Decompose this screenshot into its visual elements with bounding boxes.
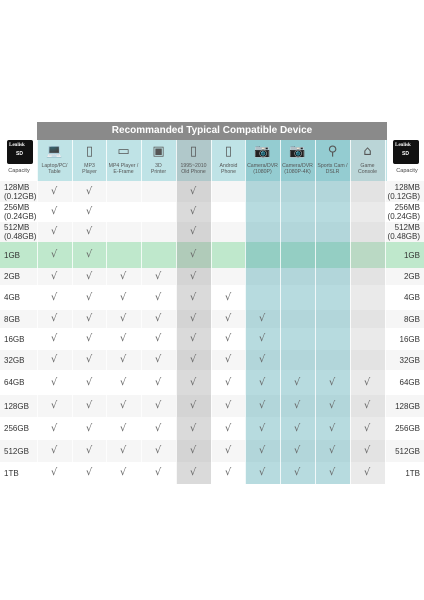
capacity-left <box>4 335 24 344</box>
check-mark: √ <box>224 400 232 411</box>
capacity-value: 1TB <box>405 468 420 478</box>
capacity-right <box>404 272 420 281</box>
check-mark: √ <box>189 422 197 434</box>
check-mark: √ <box>189 333 197 344</box>
3d-printer-icon: ▣ <box>152 144 165 159</box>
device-label-line: Camera/DVR <box>282 163 313 169</box>
capacity-right <box>400 378 420 387</box>
check-mark: √ <box>328 422 336 434</box>
check-mark: √ <box>258 445 266 456</box>
device-label-line: DSLR <box>325 169 340 175</box>
capacity-value: 512GB <box>395 446 420 456</box>
check-mark: √ <box>50 291 58 303</box>
mp4-player-icon: ▭ <box>117 144 130 159</box>
capacity-left <box>4 203 36 221</box>
check-mark: √ <box>154 270 162 282</box>
check-mark: √ <box>50 270 58 282</box>
laptop-icon: 💻 <box>46 144 63 159</box>
check-mark: √ <box>154 354 162 365</box>
check-mark: √ <box>50 467 58 478</box>
logo-sd-mark: SD <box>16 151 23 157</box>
check-mark: √ <box>85 270 93 282</box>
check-mark: √ <box>258 467 266 478</box>
check-mark: √ <box>119 291 127 303</box>
capacity-left <box>4 356 24 365</box>
capacity-value: 4GB <box>4 293 21 302</box>
column-divider <box>176 140 177 484</box>
capacity-value: 2GB <box>403 272 420 281</box>
capacity-right <box>388 203 420 221</box>
check-mark: √ <box>328 445 336 456</box>
capacity-right <box>400 356 420 365</box>
capacity-value: 256MB <box>4 203 30 212</box>
capacity-value: 32GB <box>4 355 25 365</box>
capacity-right <box>395 447 420 456</box>
column-divider <box>37 140 38 484</box>
device-label-line: Old Phone <box>181 169 206 175</box>
check-mark: √ <box>363 445 371 456</box>
capacity-value: 16GB <box>4 334 25 344</box>
check-mark: √ <box>85 354 93 365</box>
check-mark: √ <box>85 226 93 237</box>
check-mark: √ <box>224 467 232 478</box>
capacity-right <box>395 402 420 411</box>
device-label-line: 3D <box>155 163 162 169</box>
check-mark: √ <box>154 445 162 456</box>
check-mark: √ <box>189 185 197 197</box>
device-label-line: (1080P) <box>253 169 272 175</box>
check-mark: √ <box>189 249 197 260</box>
check-mark: √ <box>328 376 336 388</box>
check-mark: √ <box>363 467 371 478</box>
device-label-line: Camera/DVR <box>247 163 278 169</box>
capacity-value: (0.24GB) <box>4 212 37 221</box>
capacity-right <box>404 315 420 324</box>
capacity-value: 256GB <box>4 424 29 433</box>
check-mark: √ <box>119 376 127 388</box>
check-mark: √ <box>224 422 232 434</box>
check-mark: √ <box>189 291 197 303</box>
capacity-value: 128GB <box>4 401 29 411</box>
capacity-right <box>388 183 420 201</box>
device-label-line: E-Frame <box>113 169 134 175</box>
device-label-7 <box>280 163 315 175</box>
check-mark: √ <box>258 313 266 324</box>
capacity-label-right: Capacity <box>396 168 418 174</box>
device-label-line: Android <box>219 163 238 169</box>
check-mark: √ <box>119 467 127 478</box>
device-label-5 <box>211 163 246 175</box>
capacity-value: 256GB <box>395 424 420 433</box>
check-mark: √ <box>224 445 232 456</box>
device-label-4 <box>176 163 211 175</box>
check-mark: √ <box>258 422 266 434</box>
column-divider <box>211 140 212 484</box>
capacity-value: 1TB <box>4 468 19 478</box>
column-divider <box>385 140 386 484</box>
check-mark: √ <box>189 467 197 478</box>
capacity-value: (0.48GB) <box>387 232 420 241</box>
device-label-line: 1995~2010 <box>180 163 207 169</box>
column-divider <box>72 140 73 484</box>
check-mark: √ <box>154 313 162 324</box>
check-mark: √ <box>224 333 232 344</box>
capacity-left <box>4 447 29 456</box>
check-mark: √ <box>85 422 93 434</box>
old-phone-icon: ▯ <box>189 144 198 159</box>
device-label-0 <box>37 163 72 175</box>
check-mark: √ <box>85 467 93 478</box>
capacity-value: 4GB <box>403 293 420 302</box>
check-mark: √ <box>189 270 197 282</box>
check-mark: √ <box>119 445 127 456</box>
capacity-label-left: Capacity <box>8 168 30 174</box>
device-label-8 <box>315 163 350 175</box>
capacity-value: 64GB <box>399 378 420 387</box>
check-mark: √ <box>50 249 58 260</box>
device-label-6 <box>245 163 280 175</box>
check-mark: √ <box>224 313 232 324</box>
capacity-left <box>4 293 20 302</box>
logo-brand: Lenlisk <box>395 143 411 148</box>
capacity-value: 512MB <box>4 223 30 232</box>
capacity-right <box>388 223 420 241</box>
check-mark: √ <box>224 291 232 303</box>
sd-card-logo-right <box>393 140 419 164</box>
camera-4k-icon: 📷 <box>289 144 306 159</box>
sd-card-logo-left <box>7 140 33 164</box>
android-phone-icon: ▯ <box>224 144 233 159</box>
game-console-icon: ⌂ <box>363 144 372 159</box>
capacity-value: 512MB <box>394 223 420 232</box>
check-mark: √ <box>189 445 197 456</box>
device-label-3 <box>141 163 176 175</box>
capacity-value: 8GB <box>403 314 420 324</box>
check-mark: √ <box>258 400 266 411</box>
check-mark: √ <box>50 333 58 344</box>
check-mark: √ <box>258 354 266 365</box>
capacity-left <box>4 183 36 201</box>
capacity-left <box>4 402 29 411</box>
capacity-value: 512GB <box>4 446 29 456</box>
column-divider <box>106 140 107 484</box>
check-mark: √ <box>119 270 127 282</box>
check-mark: √ <box>189 400 197 411</box>
capacity-left <box>4 223 36 241</box>
check-mark: √ <box>154 291 162 303</box>
check-mark: √ <box>50 206 58 217</box>
capacity-value: 8GB <box>4 314 21 324</box>
check-mark: √ <box>293 376 301 388</box>
check-mark: √ <box>189 313 197 324</box>
check-mark: √ <box>119 422 127 434</box>
capacity-left <box>4 315 20 324</box>
check-mark: √ <box>293 445 301 456</box>
check-mark: √ <box>293 467 301 478</box>
capacity-value: 256MB <box>394 203 420 212</box>
check-mark: √ <box>119 313 127 324</box>
check-mark: √ <box>85 185 93 197</box>
check-mark: √ <box>154 376 162 388</box>
device-label-line: Printer <box>150 169 167 175</box>
capacity-right <box>400 335 420 344</box>
check-mark: √ <box>119 354 127 365</box>
check-mark: √ <box>258 376 266 388</box>
check-mark: √ <box>363 422 371 434</box>
check-mark: √ <box>50 445 58 456</box>
camera-icon: 📷 <box>254 144 271 159</box>
logo-sd-mark: SD <box>402 151 409 157</box>
capacity-value: 128GB <box>395 401 420 411</box>
capacity-right <box>395 424 420 433</box>
check-mark: √ <box>363 400 371 411</box>
capacity-value: (0.12GB) <box>387 191 420 201</box>
device-label-1 <box>72 163 107 175</box>
capacity-right <box>405 469 420 478</box>
check-mark: √ <box>154 467 162 478</box>
capacity-value: 64GB <box>4 378 25 387</box>
capacity-left <box>4 469 19 478</box>
check-mark: √ <box>85 291 93 303</box>
check-mark: √ <box>50 376 58 388</box>
capacity-value: 128MB <box>4 182 30 192</box>
capacity-left <box>4 251 20 260</box>
column-divider <box>315 140 316 484</box>
check-mark: √ <box>189 354 197 365</box>
check-mark: √ <box>293 400 301 411</box>
check-mark: √ <box>328 467 336 478</box>
column-divider <box>245 140 246 484</box>
capacity-value: 16GB <box>399 334 420 344</box>
check-mark: √ <box>85 445 93 456</box>
capacity-right <box>404 293 420 302</box>
capacity-value: (0.24GB) <box>387 212 420 221</box>
check-mark: √ <box>119 400 127 411</box>
capacity-left <box>4 424 29 433</box>
device-label-line: Laptop/PC/ <box>41 163 68 169</box>
sports-cam-icon: ⚲ <box>327 144 338 159</box>
check-mark: √ <box>85 400 93 411</box>
device-label-2 <box>106 163 141 175</box>
check-mark: √ <box>224 354 232 365</box>
device-label-line: Phone <box>220 169 236 175</box>
check-mark: √ <box>50 226 58 237</box>
check-mark: √ <box>363 376 371 388</box>
device-label-line: Sports Cam / <box>317 163 348 169</box>
column-divider <box>350 140 351 484</box>
column-divider <box>280 140 281 484</box>
device-label-line: MP4 Player / <box>108 163 139 169</box>
capacity-left <box>4 272 20 281</box>
capacity-value: (0.12GB) <box>4 191 37 201</box>
capacity-value: 1GB <box>403 250 420 260</box>
check-mark: √ <box>50 400 58 411</box>
check-mark: √ <box>258 333 266 344</box>
check-mark: √ <box>189 226 197 237</box>
capacity-value: 32GB <box>399 355 420 365</box>
device-label-line: Table <box>48 169 61 175</box>
check-mark: √ <box>119 333 127 344</box>
check-mark: √ <box>50 354 58 365</box>
check-mark: √ <box>328 400 336 411</box>
capacity-value: 128MB <box>394 182 420 192</box>
check-mark: √ <box>293 422 301 434</box>
check-mark: √ <box>224 376 232 388</box>
capacity-value: 1GB <box>4 250 21 260</box>
capacity-left <box>4 378 24 387</box>
check-mark: √ <box>154 422 162 434</box>
check-mark: √ <box>189 376 197 388</box>
check-mark: √ <box>50 422 58 434</box>
device-label-line: Player <box>82 169 97 175</box>
device-label-9 <box>350 163 385 175</box>
check-mark: √ <box>85 249 93 260</box>
banner-title: Recommanded Typical Compatible Device <box>37 122 387 140</box>
check-mark: √ <box>85 333 93 344</box>
capacity-right <box>404 251 420 260</box>
check-mark: √ <box>50 313 58 324</box>
check-mark: √ <box>154 333 162 344</box>
device-label-line: Game <box>360 163 375 169</box>
check-mark: √ <box>50 185 58 197</box>
column-divider <box>141 140 142 484</box>
check-mark: √ <box>85 376 93 388</box>
logo-brand: Lenlisk <box>9 143 25 148</box>
device-label-line: MP3 <box>84 163 95 169</box>
device-label-line: Console <box>357 169 378 175</box>
mp3-player-icon: ▯ <box>85 144 94 159</box>
check-mark: √ <box>154 400 162 411</box>
check-mark: √ <box>189 206 197 217</box>
device-label-line: (1080P-4K) <box>284 169 311 175</box>
capacity-value: 2GB <box>4 272 21 281</box>
capacity-value: (0.48GB) <box>4 232 37 241</box>
check-mark: √ <box>85 313 93 324</box>
check-mark: √ <box>85 206 93 217</box>
